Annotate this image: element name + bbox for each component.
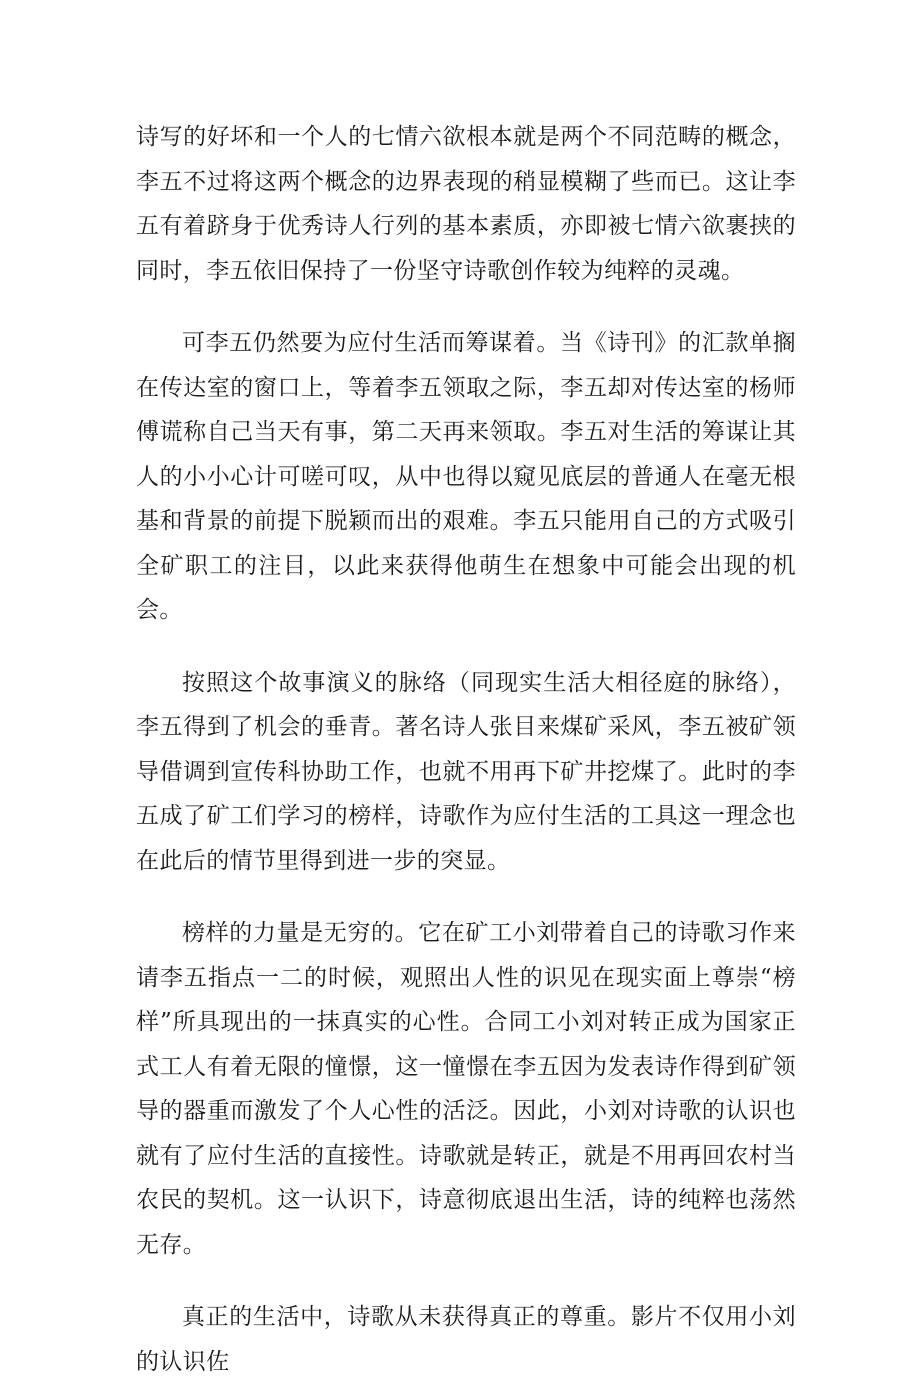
paragraph-4: 榜样的力量是无穷的。它在矿工小刘带着自己的诗歌习作来请李五指点一二的时候，观照出人性的识见在现实面上尊崇“榜样”所具现出的一抹真实的心性。合同工小刘对转正成为国家正式工人有着无限的憧憬，这一憧憬在李五因为发表诗作得到矿领导的器重而激发了个人心性的活泛。因此，小刘对诗歌的认识也就有了应付生活的直接性。诗歌就是转正，就是不用再回农村当农民的契机。这一认识下，诗意彻底退出生活，诗的纯粹也荡然无存。 <box>136 920 796 1258</box>
paragraph-5: 真正的生活中，诗歌从未获得真正的尊重。影片不仅用小刘的认识佐 <box>136 1304 796 1375</box>
paragraph-3: 按照这个故事演义的脉络（同现实生活大相径庭的脉络），李五得到了机会的垂青。著名诗人张目来煤矿采风，李五被矿领导借调到宣传科协助工作，也就不用再下矿井挖煤了。此时的李五成了矿工们学习的榜样，诗歌作为应付生活的工具这一理念也在此后的情节里得到进一步的突显。 <box>136 669 796 874</box>
paragraph-2: 可李五仍然要为应付生活而筹谋着。当《诗刊》的汇款单搁在传达室的窗口上，等着李五领取之际，李五却对传达室的杨师傅谎称自己当天有事，第二天再来领取。李五对生活的筹谋让其人的小小心计可嗟可叹，从中也得以窥见底层的普通人在毫无根基和背景的前提下脱颖而出的艰难。李五只能用自己的方式吸引全矿职工的注目，以此来获得他萌生在想象中可能会出现的机会。 <box>136 330 796 623</box>
paragraph-1: 诗写的好坏和一个人的七情六欲根本就是两个不同范畴的概念，李五不过将这两个概念的边界表现的稍显模糊了些而已。这让李五有着跻身于优秀诗人行列的基本素质，亦即被七情六欲裹挟的同时，李五依旧保持了一份坚守诗歌创作较为纯粹的灵魂。 <box>136 124 796 284</box>
article-body <box>136 115 796 1384</box>
